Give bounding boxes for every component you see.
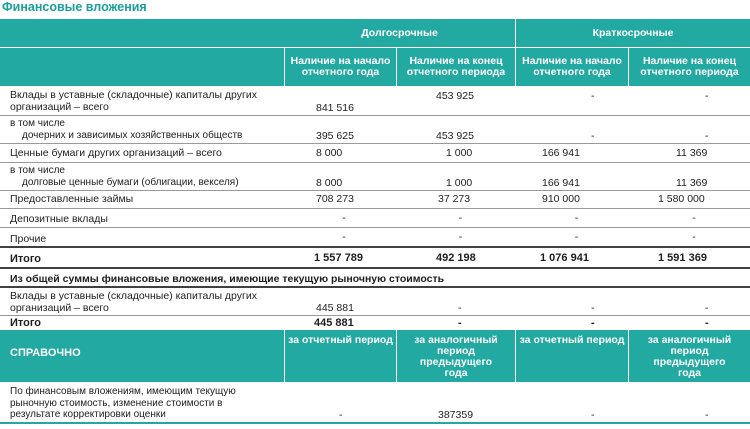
row-label: Депозитные вклады: [10, 213, 108, 225]
cell-value: 708 273: [316, 193, 354, 205]
cell-value: -: [705, 302, 709, 314]
row-label: Итого: [10, 253, 42, 265]
row-label: Вклады в уставные (складочные) капиталы других организаций – всего: [10, 290, 257, 314]
cell-value: 1 580 000: [658, 193, 705, 205]
cell-value: 8 000: [316, 147, 343, 159]
cell-value: -: [342, 231, 346, 243]
cell-value: -: [705, 409, 709, 421]
row-label: Ценные бумаги других организаций – всего: [10, 147, 222, 159]
cell-value: 1 076 941: [540, 252, 589, 264]
cell-value: -: [705, 317, 709, 329]
cell-value: 1 557 789: [314, 252, 363, 264]
row-label: Вклады в уставные (складочные) капиталы других организаций – всего: [10, 89, 257, 113]
cell-value: 1 000: [446, 177, 473, 189]
cell-value: -: [692, 212, 696, 224]
cell-value: -: [591, 90, 595, 102]
section-heading-row: [0, 269, 750, 288]
header-group-long: Долгосрочные: [361, 26, 438, 39]
cell-value: -: [574, 231, 579, 243]
reference-col-prior: за аналогичный период предыдущего года: [396, 330, 515, 382]
page-title: Финансовые вложения: [2, 0, 147, 14]
header-group-short: Краткосрочные: [515, 19, 750, 47]
cell-value: -: [458, 317, 462, 329]
cell-value: 11 369: [676, 177, 708, 189]
row-label: По финансовым вложениям, имеющим текущую рыночную стоимость, изменение стоимости в результате корректировки оценки: [10, 386, 236, 420]
cell-value: 1 591 369: [658, 252, 707, 264]
cell-value: -: [458, 212, 463, 224]
row-label: дочерних и зависимых хозяйственных обществ: [22, 130, 243, 141]
cell-value: 445 881: [314, 317, 354, 329]
header-short-start: Наличие на начало отчетного года: [515, 48, 628, 86]
cell-value: 11 369: [676, 147, 708, 159]
table-row: [0, 288, 750, 316]
table-row: [0, 86, 750, 116]
table-row: [0, 163, 750, 191]
row-label-prefix: в том числе: [10, 118, 65, 129]
table-row: [0, 191, 750, 209]
row-label: долговые ценные бумаги (облигации, векселя): [22, 177, 239, 188]
reference-header-row: [0, 330, 750, 382]
table-row: [0, 144, 750, 163]
cell-value: -: [458, 302, 462, 314]
financial-investments-table: [0, 19, 750, 424]
cell-value: -: [591, 302, 595, 314]
table-row: [0, 228, 750, 248]
market-section-heading: Из общей суммы финансовые вложения, имеющие текущую рыночную стоимость: [10, 273, 445, 285]
cell-value: 395 625: [316, 130, 354, 142]
cell-value: -: [591, 409, 595, 421]
table-row: [0, 116, 750, 144]
cell-value: -: [692, 231, 696, 243]
cell-value: -: [342, 212, 346, 224]
cell-value: 492 198: [436, 252, 476, 264]
header-columns-row: [0, 48, 750, 86]
row-label: Предоставленные займы: [10, 193, 134, 205]
table-row: [0, 209, 750, 228]
cell-value: 166 941: [542, 147, 580, 159]
cell-value: 8 000: [316, 177, 343, 189]
cell-value: -: [591, 317, 595, 329]
cell-value: 387359: [438, 409, 474, 421]
cell-value: -: [339, 409, 343, 421]
cell-value: -: [591, 130, 595, 142]
cell-value: -: [574, 212, 579, 224]
header-long-end: Наличие на конец отчетного периода: [396, 48, 515, 86]
cell-value: 453 925: [436, 90, 474, 102]
header-group-row: [0, 19, 750, 48]
header-long-start: Наличие на начало отчетного года: [284, 48, 396, 86]
cell-value: -: [705, 130, 709, 142]
cell-value: 910 000: [542, 193, 580, 205]
row-label: Прочие: [10, 233, 47, 245]
cell-value: 1 000: [446, 147, 473, 159]
cell-value: 445 881: [316, 302, 354, 314]
cell-value: 37 273: [438, 193, 471, 205]
reference-col-current: за отчетный период: [284, 330, 396, 382]
reference-col-prior: за аналогичный период предыдущего года: [628, 330, 750, 382]
header-short-end: Наличие на конец отчетного периода: [628, 48, 750, 86]
table-row: [0, 382, 750, 424]
cell-value: -: [705, 90, 709, 102]
row-label-prefix: в том числе: [10, 165, 65, 176]
row-label: Итого: [10, 317, 42, 329]
reference-col-current: за отчетный период: [515, 330, 628, 382]
cell-value: 841 516: [316, 102, 354, 114]
total-row: [0, 248, 750, 269]
total-row: [0, 316, 750, 330]
reference-heading: СПРАВОЧНО: [10, 347, 81, 359]
cell-value: 453 925: [436, 130, 474, 142]
cell-value: 166 941: [542, 177, 580, 189]
cell-value: -: [458, 231, 463, 243]
